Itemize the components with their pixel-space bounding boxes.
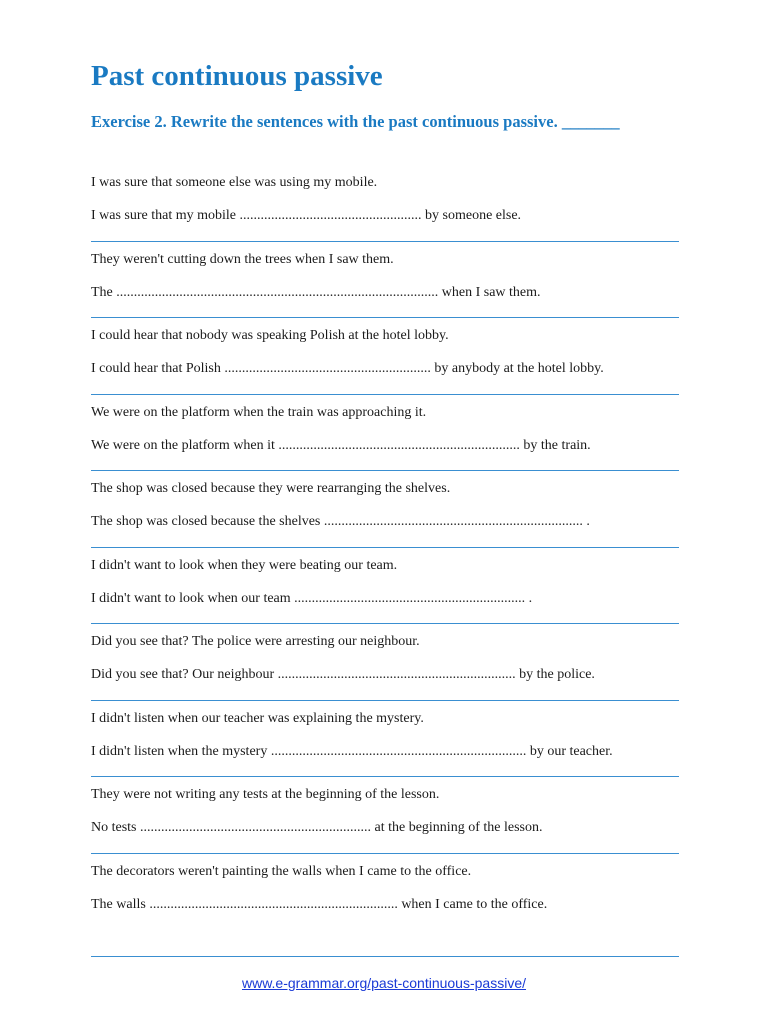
exercise-item (91, 242, 679, 319)
rewrite-sentence: The shop was closed because the shelves .......................................................................... . (91, 514, 590, 529)
page-title: Past continuous passive (91, 60, 383, 92)
original-sentence: They weren't cutting down the trees when I saw them. (91, 251, 394, 267)
original-sentence: I didn't want to look when they were beating our team. (91, 557, 398, 573)
exercise-list (91, 165, 679, 930)
exercise-item (91, 548, 679, 625)
footer-divider (91, 956, 679, 957)
rewrite-sentence: The walls ....................................................................... when I came to the office. (91, 896, 548, 912)
original-sentence: I didn't listen when our teacher was explaining the mystery. (91, 710, 424, 726)
rewrite-sentence: No tests .................................................................. at the beginning of the lesson. (91, 820, 543, 835)
original-sentence: They were not writing any tests at the beginning of the lesson. (91, 787, 440, 802)
exercise-item (91, 624, 679, 701)
exercise-heading: Exercise 2. Rewrite the sentences with the past continuous passive. _______ (91, 112, 620, 131)
original-sentence: Did you see that? The police were arresting our neighbour. (91, 634, 420, 649)
original-sentence: The shop was closed because they were rearranging the shelves. (91, 481, 451, 496)
original-sentence: I could hear that nobody was speaking Polish at the hotel lobby. (91, 328, 449, 343)
rewrite-sentence: I was sure that my mobile .................................................... by someone else. (91, 208, 522, 223)
rewrite-sentence: Did you see that? Our neighbour .................................................................... by the police. (91, 667, 595, 682)
exercise-item (91, 471, 679, 548)
exercise-item (91, 777, 679, 854)
rewrite-sentence: I didn't listen when the mystery ......................................................................... by our teacher. (91, 743, 613, 759)
rewrite-sentence: I could hear that Polish ........................................................... by anybody at the hotel lobby. (91, 361, 604, 376)
rewrite-sentence: The ............................................................................................ when I saw them. (91, 284, 541, 300)
original-sentence: I was sure that someone else was using my mobile. (91, 175, 378, 190)
footer-link[interactable]: www.e-grammar.org/past-continuous-passive/ (241, 975, 526, 991)
exercise-item (91, 318, 679, 395)
original-sentence: We were on the platform when the train was approaching it. (91, 404, 427, 420)
exercise-item (91, 165, 679, 242)
rewrite-sentence: We were on the platform when it ..................................................................... by the train. (91, 437, 591, 453)
original-sentence: The decorators weren't painting the walls when I came to the office. (91, 863, 472, 879)
rewrite-sentence: I didn't want to look when our team .................................................................. . (91, 590, 533, 606)
exercise-item (91, 395, 679, 472)
exercise-item (91, 701, 679, 778)
exercise-item (91, 854, 679, 931)
